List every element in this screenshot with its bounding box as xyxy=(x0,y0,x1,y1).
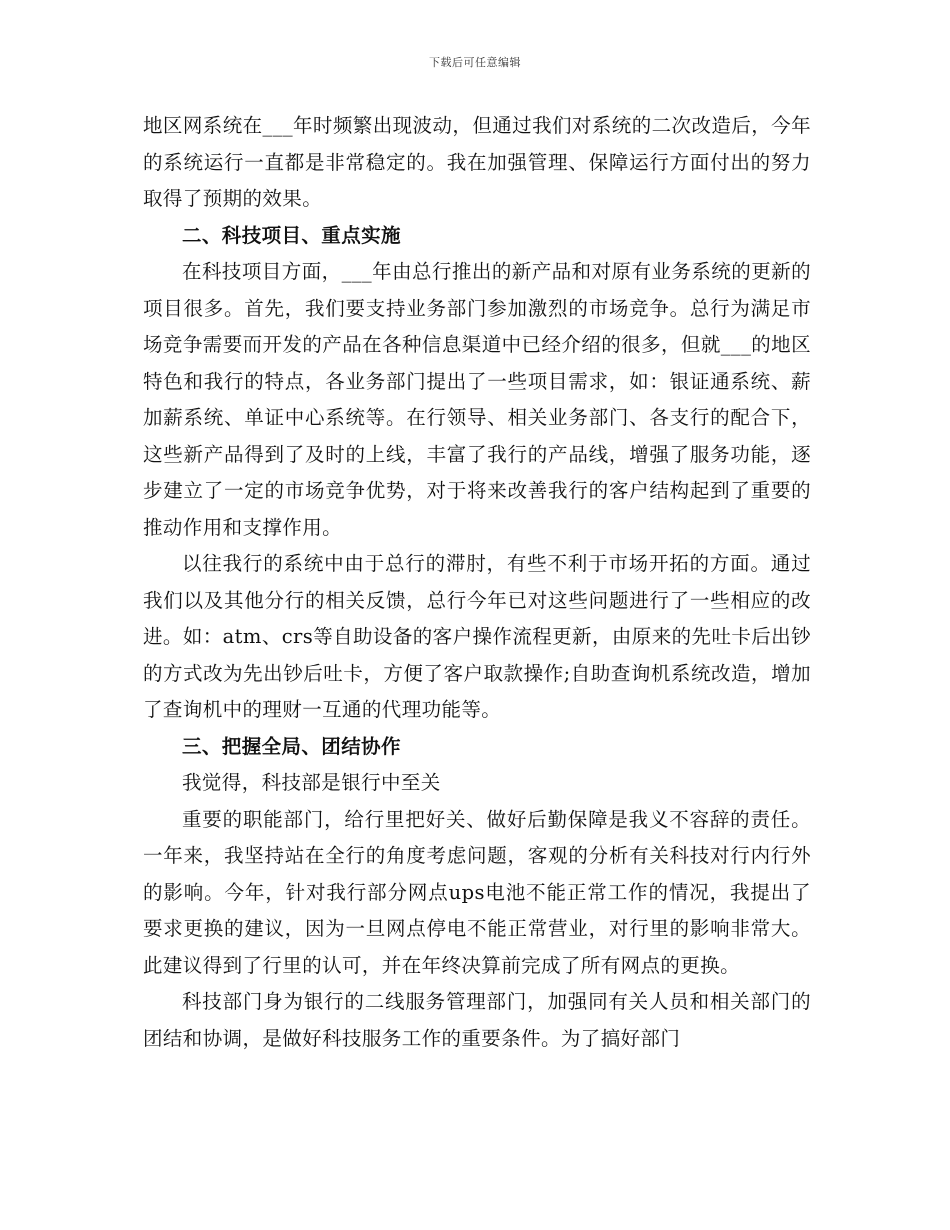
paragraph-intro: 地区网系统在___年时频繁出现波动，但通过我们对系统的二次改造后，今年的系统运行一直都是非常稳定的。我在加强管理、保障运行方面付出的努力取得了预期的效果。 xyxy=(143,114,811,210)
paragraph-cooperation: 科技部门身为银行的二线服务管理部门，加强同有关人员和相关部门的团结和协调，是做好科技服务工作的重要条件。为了搞好部门 xyxy=(143,990,811,1050)
section-heading-3: 三、把握全局、团结协作 xyxy=(182,734,401,758)
paragraph-projects: 在科技项目方面，___年由总行推出的新产品和对原有业务系统的更新的项目很多。首先，我们要支持业务部门参加激烈的市场竞争。总行为满足市场竞争需要而开发的产品在各种信息渠道中已经介绍的很多，但就___的地区特色和我行的特点，各业务部门提出了一些项目需求，如：银证通系统、薪加薪系统、单证中心系统等。在行领导、相关业务部门、各支行的配合下，这些新产品得到了及时的上线，丰富了我行的产品线，增强了服务功能，逐步建立了一定的市场竞争优势，对于将来改善我行的客户结构起到了重要的推动作用和支撑作用。 xyxy=(143,260,811,539)
page-header: 下载后可任意编辑 xyxy=(429,56,521,69)
paragraph-improvements: 以往我行的系统中由于总行的滞肘，有些不利于市场开拓的方面。通过我们以及其他分行的相关反馈，总行今年已对这些问题进行了一些相应的改进。如：atm、crs等自助设备的客户操作流程更新，由原来的先吐卡后出钞的方式改为先出钞后吐卡，方便了客户取款操作;自助查询机系统改造，增加了查询机中的理财一互通的代理功能等。 xyxy=(143,552,811,721)
section-heading-2: 二、科技项目、重点实施 xyxy=(182,223,401,247)
document-body xyxy=(143,108,811,1057)
paragraph-responsibility: 重要的职能部门，给行里把好关、做好后勤保障是我义不容辞的责任。一年来，我坚持站在全行的角度考虑问题，客观的分析有关科技对行内行外的影响。今年，针对我行部分网点ups电池不能正常工作的情况，我提出了要求更换的建议，因为一旦网点停电不能正常营业，对行里的影响非常大。此建议得到了行里的认可，并在年终决算前完成了所有网点的更换。 xyxy=(143,807,811,977)
paragraph-opinion: 我觉得，科技部是银行中至关 xyxy=(182,771,441,794)
